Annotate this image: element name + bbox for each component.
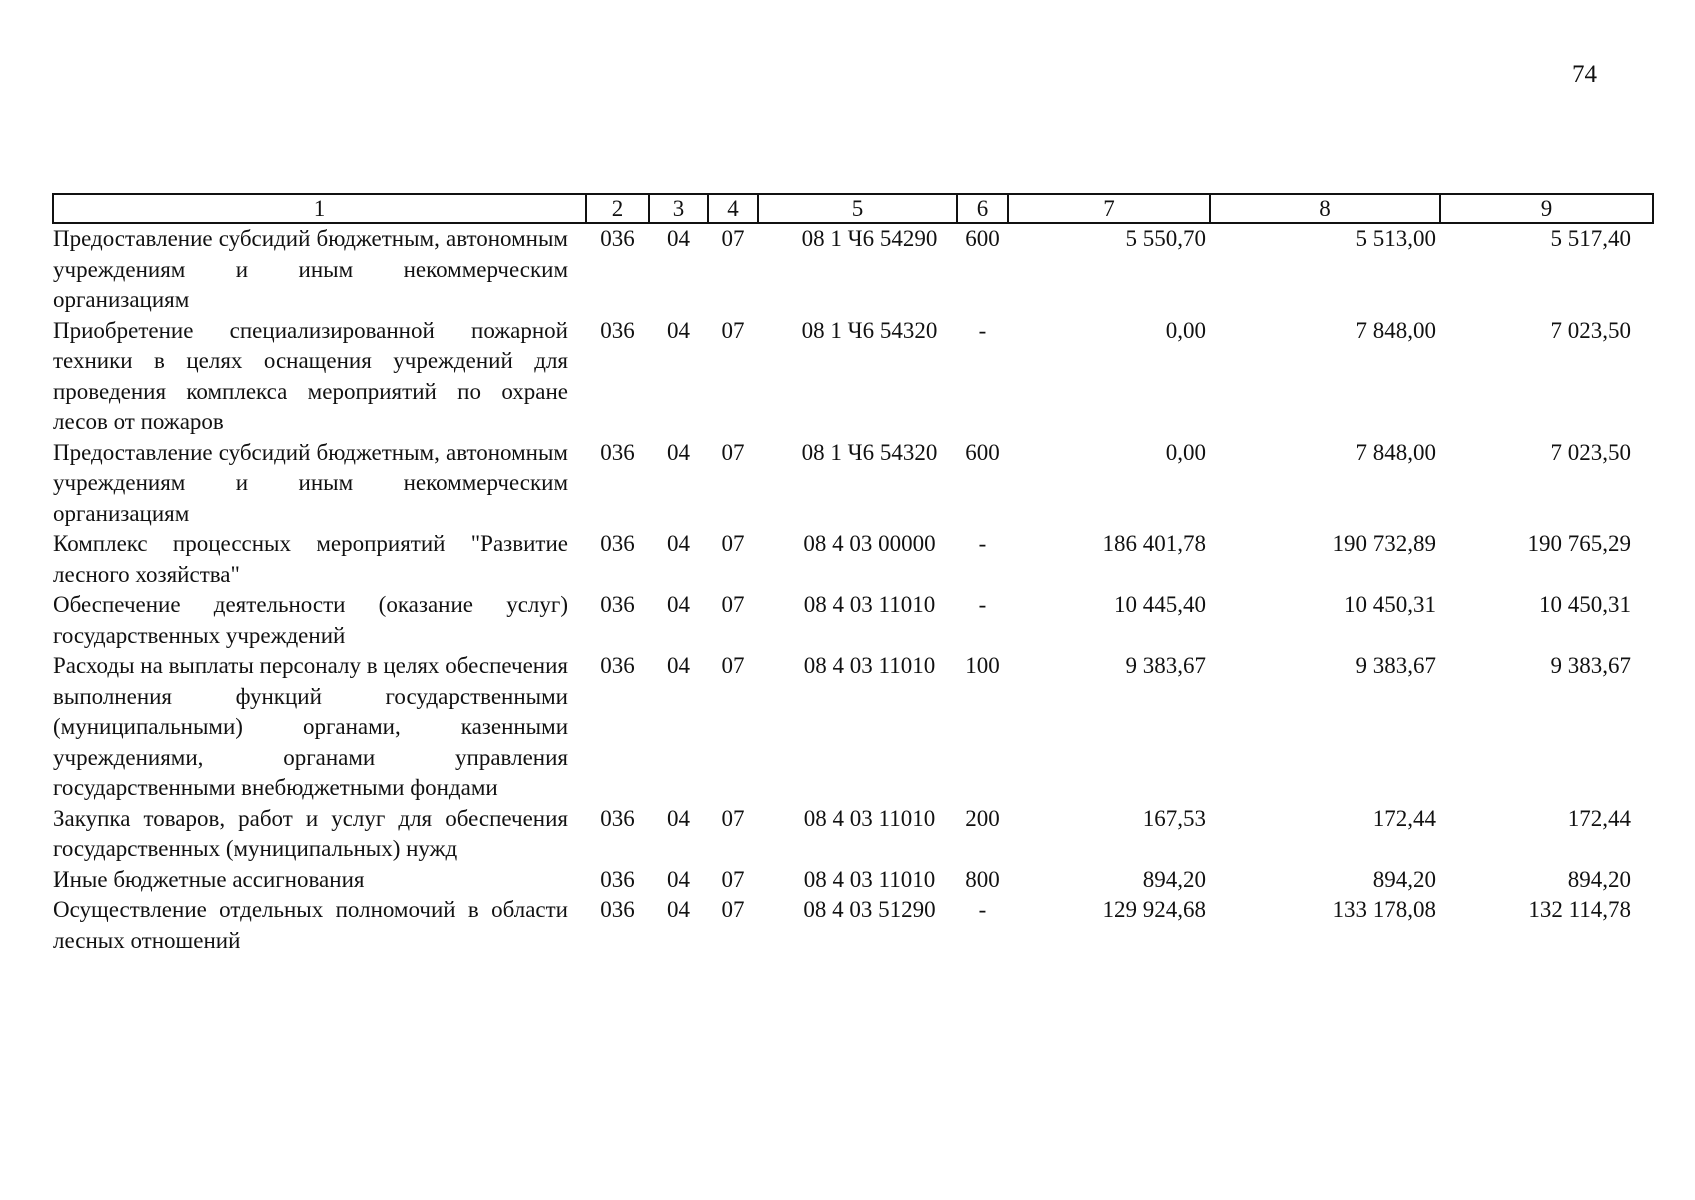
amount-col7: 186 401,78 — [1102, 531, 1206, 556]
amount-col8: 9 383,67 — [1355, 653, 1436, 678]
amount-col8: 133 178,08 — [1332, 897, 1436, 922]
subsection-code: 07 — [721, 531, 745, 556]
amount-col9: 894,20 — [1567, 866, 1631, 892]
amount-col7: 5 550,70 — [1125, 226, 1206, 251]
table-row — [53, 438, 1653, 530]
expense-type-code: - — [978, 531, 987, 556]
expense-name: Предоставление субсидий бюджетным, автономным учреждениям и иным некоммерческим организациям — [53, 226, 568, 312]
grbs-code: 036 — [600, 317, 635, 343]
expense-type-code: 200 — [965, 805, 1000, 831]
subsection-code: 07 — [721, 226, 745, 251]
budget-table — [52, 193, 1654, 956]
amount-col8: 10 450,31 — [1344, 592, 1436, 617]
header-row — [53, 194, 1653, 223]
amount-col9: 7 023,50 — [1550, 317, 1631, 343]
subsection-code: 07 — [721, 317, 745, 343]
section-code: 04 — [667, 226, 690, 251]
amount-col8: 7 848,00 — [1355, 317, 1436, 343]
target-article-code: 08 4 03 11010 — [803, 866, 936, 892]
expense-name: Обеспечение деятельности (оказание услуг) государственных учреждений — [53, 592, 568, 648]
expense-name: Иные бюджетные ассигнования — [53, 866, 365, 892]
target-article-code: 08 4 03 11010 — [803, 592, 936, 617]
column-header: 9 — [1440, 194, 1653, 223]
section-code: 04 — [667, 897, 690, 922]
column-header: 1 — [53, 194, 586, 223]
target-article-code: 08 4 03 51290 — [803, 897, 936, 922]
expense-type-code: - — [978, 592, 987, 617]
page-number: 74 — [1572, 61, 1597, 88]
target-article-code: 08 4 03 11010 — [803, 805, 936, 831]
column-header: 3 — [649, 194, 708, 223]
amount-col8: 5 513,00 — [1355, 226, 1436, 251]
expense-type-code: 600 — [965, 439, 1000, 465]
table-row — [53, 804, 1653, 865]
section-code: 04 — [667, 317, 690, 343]
expense-type-code: 100 — [965, 653, 1000, 678]
expense-name: Предоставление субсидий бюджетным, автономным учреждениям и иным некоммерческим организациям — [53, 439, 568, 526]
amount-col7: 10 445,40 — [1114, 592, 1206, 617]
target-article-code: 08 4 03 11010 — [803, 653, 936, 678]
subsection-code: 07 — [721, 653, 745, 678]
amount-col7: 9 383,67 — [1125, 653, 1206, 678]
amount-col7: 0,00 — [1165, 317, 1206, 343]
expense-type-code: - — [978, 897, 987, 922]
column-header: 4 — [708, 194, 758, 223]
amount-col9: 172,44 — [1567, 805, 1631, 831]
amount-col9: 7 023,50 — [1550, 439, 1631, 465]
subsection-code: 07 — [721, 805, 745, 831]
subsection-code: 07 — [721, 897, 745, 922]
column-header: 6 — [957, 194, 1008, 223]
expense-type-code: 600 — [965, 226, 1000, 251]
section-code: 04 — [667, 805, 690, 831]
expense-name: Приобретение специализированной пожарной техники в целях оснащения учреждений для проведения комплекса мероприятий по охране лесов от пожаров — [53, 317, 568, 434]
section-code: 04 — [667, 531, 690, 556]
amount-col7: 129 924,68 — [1102, 897, 1206, 922]
amount-col9: 190 765,29 — [1527, 531, 1631, 556]
table-row — [53, 895, 1653, 956]
grbs-code: 036 — [600, 531, 635, 556]
table-row — [53, 590, 1653, 651]
expense-name: Осуществление отдельных полномочий в области лесных отношений — [53, 897, 568, 953]
amount-col9: 10 450,31 — [1539, 592, 1631, 617]
grbs-code: 036 — [600, 439, 635, 465]
amount-col9: 5 517,40 — [1550, 226, 1631, 251]
expense-type-code: - — [978, 317, 987, 343]
amount-col8: 172,44 — [1372, 805, 1436, 831]
subsection-code: 07 — [721, 439, 745, 465]
amount-col7: 894,20 — [1142, 866, 1206, 892]
section-code: 04 — [667, 653, 690, 678]
subsection-code: 07 — [721, 592, 745, 617]
table-row — [53, 651, 1653, 804]
target-article-code: 08 1 Ч6 54320 — [801, 317, 938, 343]
section-code: 04 — [667, 866, 690, 892]
column-header: 2 — [586, 194, 649, 223]
grbs-code: 036 — [600, 226, 635, 251]
expense-name: Комплекс процессных мероприятий "Развитие лесного хозяйства" — [53, 531, 568, 587]
grbs-code: 036 — [600, 866, 635, 892]
table-row — [53, 529, 1653, 590]
section-code: 04 — [667, 439, 690, 465]
amount-col7: 0,00 — [1165, 439, 1206, 465]
amount-col9: 132 114,78 — [1528, 897, 1631, 922]
target-article-code: 08 1 Ч6 54290 — [801, 226, 938, 251]
amount-col8: 7 848,00 — [1355, 439, 1436, 465]
target-article-code: 08 1 Ч6 54320 — [801, 439, 938, 465]
table-row — [53, 865, 1653, 896]
column-header: 8 — [1210, 194, 1440, 223]
amount-col9: 9 383,67 — [1550, 653, 1631, 678]
grbs-code: 036 — [600, 897, 635, 922]
target-article-code: 08 4 03 00000 — [803, 531, 936, 556]
grbs-code: 036 — [600, 592, 635, 617]
expense-name: Расходы на выплаты персоналу в целях обеспечения выполнения функций государственными (муниципальными) органами, казенными учреждениями, органами управления государственными внебюджетными фондами — [53, 653, 568, 800]
grbs-code: 036 — [600, 653, 635, 678]
amount-col8: 190 732,89 — [1332, 531, 1436, 556]
table-row — [53, 223, 1653, 316]
grbs-code: 036 — [600, 805, 635, 831]
expense-name: Закупка товаров, работ и услуг для обеспечения государственных (муниципальных) нужд — [53, 805, 568, 861]
amount-col8: 894,20 — [1372, 866, 1436, 892]
column-header: 5 — [758, 194, 957, 223]
section-code: 04 — [667, 592, 690, 617]
amount-col7: 167,53 — [1142, 805, 1206, 831]
subsection-code: 07 — [721, 866, 745, 892]
table-row — [53, 316, 1653, 438]
expense-type-code: 800 — [965, 866, 1000, 892]
column-header: 7 — [1008, 194, 1210, 223]
